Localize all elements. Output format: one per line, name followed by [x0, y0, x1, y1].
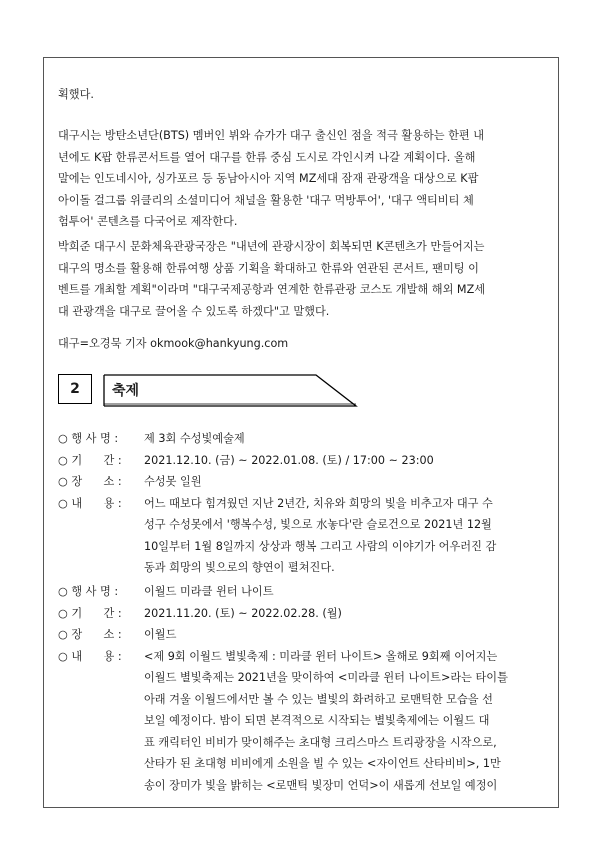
- event-period-row: [58, 603, 548, 625]
- text-line: 벤트를 개최할 계획"이라며 "대구국제공항과 연계한 한류관광 코스도 개발해 해외 MZ세: [58, 283, 486, 296]
- event-content-line: 동과 희망의 빛으로의 향연이 펼쳐진다.: [144, 561, 335, 574]
- event-content-line: 아래 겨울 이월드에서만 볼 수 있는 별빛의 화려하고 로맨틱한 모습을 선: [144, 692, 493, 706]
- event-content-row: [58, 646, 548, 668]
- event-content-line: 성구 수성못에서 '행복수성, 빛으로 水놓다'란 슬로건으로 2021년 12월: [144, 518, 492, 531]
- event-name: 이월드 미라클 윈터 나이트: [144, 585, 274, 598]
- section-number: 2: [58, 374, 92, 404]
- paragraph-bts: [58, 125, 544, 233]
- event-content-row: [58, 493, 548, 515]
- event-content-line: 보일 예정이다. 밤이 되면 본격적으로 시작되는 별빛축제에는 이월드 대: [144, 714, 490, 727]
- event-block: [58, 428, 548, 579]
- section-header-bar: [58, 374, 358, 408]
- event-period-label: ○ 기 간 :: [58, 453, 122, 467]
- text-line: 획했다.: [58, 88, 94, 101]
- event-content-line: 어느 때보다 힘겨웠던 지난 2년간, 치유와 희망의 빛을 비추고자 대구 수: [144, 496, 493, 510]
- byline: [58, 333, 544, 355]
- event-content-line: 표 캐릭터인 비비가 맞이해주는 초대형 크리스마스 트리광장을 시작으로,: [144, 735, 497, 749]
- section-header: [58, 374, 358, 406]
- event-place: 수성못 일원: [144, 475, 202, 488]
- text-line: 년에도 K팝 한류콘서트를 열어 대구를 한류 중심 도시로 각인시켜 나갈 계획이다. 올해: [58, 150, 476, 164]
- event-name-row: [58, 581, 548, 603]
- event-name-row: [58, 428, 548, 450]
- event-content-label: ○ 내 용 :: [58, 649, 122, 663]
- event-place-label: ○ 장 소 :: [58, 628, 122, 641]
- event-block: [58, 581, 548, 796]
- text-line: 대구의 명소를 활용해 한류여행 상품 기획을 확대하고 한류와 연관된 콘서트, 팬미팅 이: [58, 261, 479, 275]
- event-content-line: 10일부터 1월 8일까지 상상과 행복 그리고 사람의 이야기가 어우러진 감: [144, 539, 497, 553]
- event-period-label: ○ 기 간 :: [58, 606, 122, 620]
- text-line: 아이돌 걸그룹 위클리의 소셜미디어 채널을 활용한 '대구 먹방투어', '대구 액티비티 체: [58, 193, 474, 207]
- text-line: 대 관광객을 대구로 끌어올 수 있도록 하겠다"고 말했다.: [58, 304, 330, 318]
- text-line: 말에는 인도네시아, 싱가포르 등 동남아시아 지역 MZ세대 잠재 관광객을 대상으로 K팝: [58, 172, 479, 185]
- event-place-row: [58, 624, 548, 646]
- paragraph-quote: [58, 236, 544, 322]
- text-line: 박희준 대구시 문화체육관광국장은 "내년에 관광시장이 회복되면 K콘텐츠가 만들어지는: [58, 240, 485, 253]
- paragraph-intro: [58, 84, 544, 106]
- text-line: 험투어' 콘텐츠를 다국어로 제작한다.: [58, 215, 238, 228]
- event-place: 이월드: [144, 628, 177, 641]
- event-content-label: ○ 내 용 :: [58, 496, 122, 510]
- event-name: 제 3회 수성빛예술제: [144, 432, 245, 445]
- event-name-label: ○ 행 사 명 :: [58, 432, 119, 445]
- event-content-line: 산타가 된 초대형 비비에게 소원을 빌 수 있는 <자이언트 산타비비>, 1만: [144, 757, 501, 770]
- event-content-line: <제 9회 이월드 별빛축제 : 미라클 윈터 나이트> 올해로 9회째 이어지는: [144, 649, 498, 663]
- byline-text: 대구=오경묵 기자 okmook@hankyung.com: [58, 337, 289, 350]
- event-content-line: 이월드 별빛축제는 2021년을 맞이하여 <미라클 윈터 나이트>라는 타이틀: [144, 671, 508, 684]
- event-period: 2021.11.20. (토) ~ 2022.02.28. (월): [144, 606, 342, 620]
- text-line: 대구시는 방탄소년단(BTS) 멤버인 뷔와 슈가가 대구 출신인 점을 적극 활용하는 한편 내: [58, 129, 485, 142]
- event-period-row: [58, 450, 548, 472]
- section-title: 축제: [112, 383, 140, 399]
- event-content-line: 송이 장미가 빛을 밝히는 <로맨틱 빛장미 언덕>이 새롭게 선보일 예정이: [144, 778, 498, 792]
- event-name-label: ○ 행 사 명 :: [58, 585, 119, 598]
- event-place-label: ○ 장 소 :: [58, 475, 122, 488]
- event-place-row: [58, 471, 548, 493]
- event-period: 2021.12.10. (금) ~ 2022.01.08. (토) / 17:00 ~ 23:00: [144, 453, 434, 467]
